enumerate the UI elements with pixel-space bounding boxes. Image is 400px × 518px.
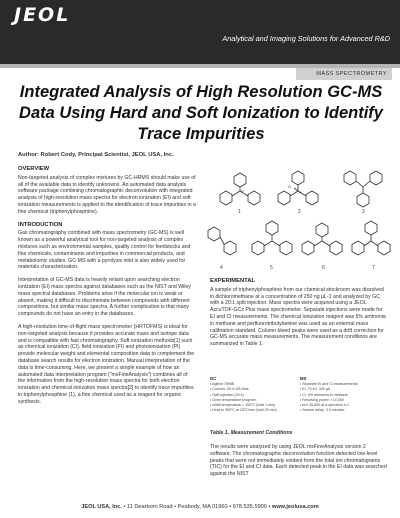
table-caption: Table 1. Measurement Conditions: [210, 430, 293, 436]
structure-number: 7: [372, 265, 375, 271]
introduction-paragraph-3: A high-resolution time-of-flight mass spectrometer (HRTOFMS) is ideal for non-targeted analysis because it provides accurate mass and isotope data and is compatible with fast chromatography. Soft ionization methods[1] such as chemical ionization (CI), field ionization (FI) and photoionization (PI) provide molecular weight and elemental composition data to complement the database search results for electron ionization. Manual interpretation of the data is time-consuming. Here, we present a simple example of how an automated data interpretation program ("msFineAnalysis") combines all of the information from the high-resolution mass spectra for both electron ionization and chemical ionization mass spectra[2] to identify trace impurities in triphenylphosphine (1), a fine chemical used as a reagent for organic synthesis.: [18, 323, 195, 405]
structure-1: [218, 169, 262, 209]
structure-number: 5: [270, 265, 273, 271]
introduction-paragraph-1: Gas chromatography combined with mass spectrometry (GC-MS) is well known as a powerful analytical tool for non-targeted analysis of complex mixtures such as environmental samples, quality control for feedstocks and fine chemicals, contaminants and impurities in commercial products, and metabolomic studies. GC-MS with a pyrolysis inlet is also widely used for materials characterization.: [18, 230, 191, 271]
gc-row: • Column: 30 m DB-5ms: [210, 387, 249, 392]
gc-row: • Agilent 7890B: [210, 382, 235, 387]
chemical-structures-figure: [200, 165, 395, 273]
header-banner: [0, 0, 400, 64]
gc-row: • Initial temperature = 100°C (hold 1 min): [210, 403, 276, 408]
footer: [0, 498, 400, 518]
jeol-logo: JEOL: [14, 4, 71, 26]
structure-3: [338, 167, 388, 211]
ms-row: • Separate EI and CI measurements: [300, 382, 358, 387]
structure-7: [350, 217, 392, 261]
structure-number: 6: [322, 265, 325, 271]
svg-text:P: P: [241, 189, 244, 194]
footer-company: JEOL USA, Inc.: [81, 504, 122, 510]
introduction-heading: INTRODUCTION: [18, 221, 63, 228]
overview-text: Non-targeted analysis of complex mixtures by GC-HRMS should make use of all of the available data to identify unknowns. An automated data analysis software package combining chromatographic deconvolution with integrated analysis of high-resolution mass spectra for electron ionization (EI) and soft ionization measurements is applied to the identification of trace impurities in a fine chemical (triphenylphosphine).: [18, 174, 196, 215]
overview-heading: OVERVIEW: [18, 166, 50, 172]
results-text: [210, 444, 388, 478]
gc-row: • Heat to 300°C at 15°C/min (hold 20 min): [210, 408, 277, 413]
structure-4: [204, 223, 240, 261]
footer-website-link[interactable]: www.jeolusa.com: [271, 504, 319, 510]
experimental-text: A sample of triphenylphosphine from our chemical stockroom was dissolved in dichloromethane at a concentration of 250 ng µL-1 and analyzed by GC with a 20:1 split injection. Mass spectra were acquired using a JEOL AccuTOF-GCx Plus mass spectrometer. Separate injections were made for EI and CI measurements. The chemical ionization reagent was 5% ammonia in methane and perfluorotributylamine was used as an external mass calibration standard. Column bleed peaks were used as a drift correction for GC-MS accurate mass measurements. The measurement conditions are summarized in Table 1.: [210, 286, 386, 348]
ms-heading: MS: [300, 376, 307, 381]
measurement-conditions-table: [210, 376, 388, 432]
section-label: MASS SPECTROMETRY: [296, 68, 392, 80]
ms-conditions: [300, 376, 358, 413]
svg-text:O: O: [288, 184, 292, 189]
ms-row: • Resolving power > 10,000: [300, 397, 344, 402]
gc-heading: GC: [210, 376, 217, 381]
author-line: Author: Robert Cody, Principal Scientist, JEOL USA, Inc.: [18, 152, 174, 158]
structure-number: 2: [298, 209, 301, 215]
gc-row: • Split injection (20:1): [210, 392, 244, 397]
gc-row: • Oven temperature program:: [210, 397, 257, 402]
right-column-experimental: [210, 278, 388, 348]
introduction-paragraph-2: Interpretation of GC-MS data is heavily reliant upon searching electron ionization (EI) mass spectra against databases such as the NIST and Wiley mass spectral databases. Problems arise if the molecular ion is weak or absent, making it difficult to discriminate between compounds with different compositions, but similar mass spectra. A further complication is that many compounds do not have an entry in the databases.: [18, 277, 191, 318]
svg-text:P: P: [299, 190, 302, 195]
left-column: [18, 166, 196, 406]
gc-conditions: [210, 376, 277, 413]
ms-row: • EI, 70 eV, 300 µA: [300, 387, 331, 392]
structure-number: 1: [238, 209, 241, 215]
structure-5: [250, 217, 294, 261]
experimental-heading: EXPERIMENTAL: [210, 278, 255, 284]
ms-row: • CI, 5% ammonia in methane: [300, 392, 348, 397]
ms-row: • Solvent delay: 3.9 minutes: [300, 408, 345, 413]
results-paragraph: The results were analyzed by using JEOL msFineAnalysis version 2 software. The chromatographic deconvolution function detected low-level peaks that were not immediately evident from the total ion chromatograms (TIC) for the EI and CI data. Each detected peak in the EI data was searched against the NIST: [210, 444, 387, 478]
ms-row: • m/z 35-800 at a spectrum s-1: [300, 403, 349, 408]
footer-address: • 11 Dearborn Road • Peabody, MA 01960 • 978.535.5900 •: [121, 504, 272, 510]
document-title: Integrated Analysis of High Resolution GC-MS Data Using Hard and Soft Ionization to Identify Trace Impurities: [19, 83, 383, 143]
structure-number: 4: [220, 265, 223, 271]
structure-2: [276, 169, 320, 209]
structure-number: 3: [362, 209, 365, 215]
structure-6: [300, 219, 344, 261]
tagline: Analytical and Imaging Solutions for Advanced R&D: [222, 34, 390, 43]
